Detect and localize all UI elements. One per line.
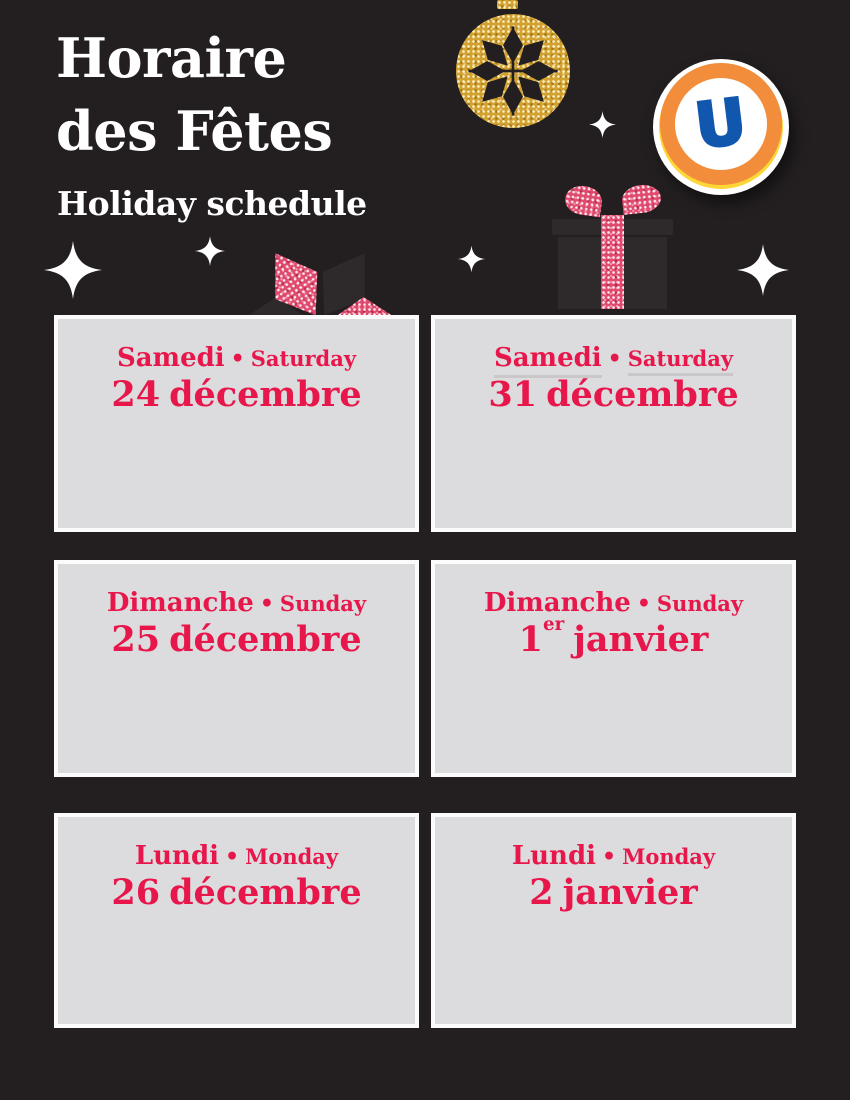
day-name-english: Monday: [622, 844, 716, 869]
date-text: [435, 374, 792, 415]
day-name-english: Sunday: [656, 591, 744, 616]
gift-ribbon: [601, 215, 624, 309]
day-name-french: Lundi: [134, 841, 220, 871]
schedule-card: [431, 560, 796, 777]
date-text: [435, 614, 792, 660]
day-name-english: Monday: [245, 844, 339, 869]
sparkle-icon: [589, 110, 616, 139]
day-name-french: Lundi: [511, 841, 597, 871]
bullet-separator: •: [636, 591, 651, 617]
gift-bow-left: [563, 184, 604, 218]
date-number: 31: [488, 374, 538, 415]
day-name-french: Samedi: [494, 343, 602, 378]
title-line-1: Horaire: [56, 26, 287, 90]
day-name-english: Saturday: [628, 346, 733, 376]
sparkle-icon: [737, 241, 789, 299]
bullet-separator: •: [602, 844, 617, 870]
page-title: [56, 22, 332, 168]
date-ordinal-suffix: er: [543, 614, 565, 636]
sparkle-icon: [195, 234, 225, 268]
gift-bow-right: [621, 183, 663, 215]
date-text: [58, 619, 415, 660]
day-name-french: Samedi: [116, 343, 225, 373]
day-name-french: Dimanche: [483, 588, 631, 618]
date-month: décembre: [169, 619, 362, 660]
date-number: 1: [518, 619, 544, 660]
gift-box-icon: [552, 185, 673, 309]
date-month: décembre: [169, 374, 362, 415]
date-number: 24: [111, 374, 161, 415]
bullet-separator: •: [225, 844, 240, 870]
date-number: 26: [111, 872, 161, 913]
date-month: janvier: [573, 619, 709, 660]
date-number: 25: [111, 619, 161, 660]
date-text: [58, 872, 415, 913]
day-line: [58, 588, 415, 618]
day-line: [58, 841, 415, 871]
snowflake-icon: [456, 14, 570, 128]
sparkle-icon: [44, 238, 102, 302]
sparkle-icon: [458, 240, 485, 278]
day-name-english: Saturday: [250, 346, 357, 371]
date-month: janvier: [562, 872, 698, 913]
schedule-card: [431, 813, 796, 1028]
bullet-separator: •: [607, 346, 622, 372]
day-name-english: Sunday: [279, 591, 367, 616]
date-text: [58, 374, 415, 415]
page-subtitle: Holiday schedule: [57, 184, 367, 223]
schedule-card: [54, 315, 419, 532]
day-line: [58, 343, 415, 373]
title-line-2: des Fêtes: [56, 99, 333, 163]
date-text: [435, 872, 792, 913]
christmas-ball-ornament-icon: [456, 0, 570, 130]
date-month: décembre: [546, 374, 739, 415]
date-number: 2: [529, 872, 554, 913]
day-line: [435, 841, 792, 871]
schedule-card: [54, 813, 419, 1028]
schedule-card: [54, 560, 419, 777]
ornament-cap: [497, 0, 518, 9]
date-month: décembre: [169, 872, 362, 913]
logo-letter: U: [691, 83, 750, 163]
day-line: [435, 588, 792, 618]
schedule-card: [431, 315, 796, 532]
bullet-separator: •: [259, 591, 274, 617]
uniprix-u-logo: [653, 59, 789, 195]
day-name-french: Dimanche: [106, 588, 254, 618]
day-line: [435, 343, 792, 373]
bullet-separator: •: [230, 346, 245, 372]
